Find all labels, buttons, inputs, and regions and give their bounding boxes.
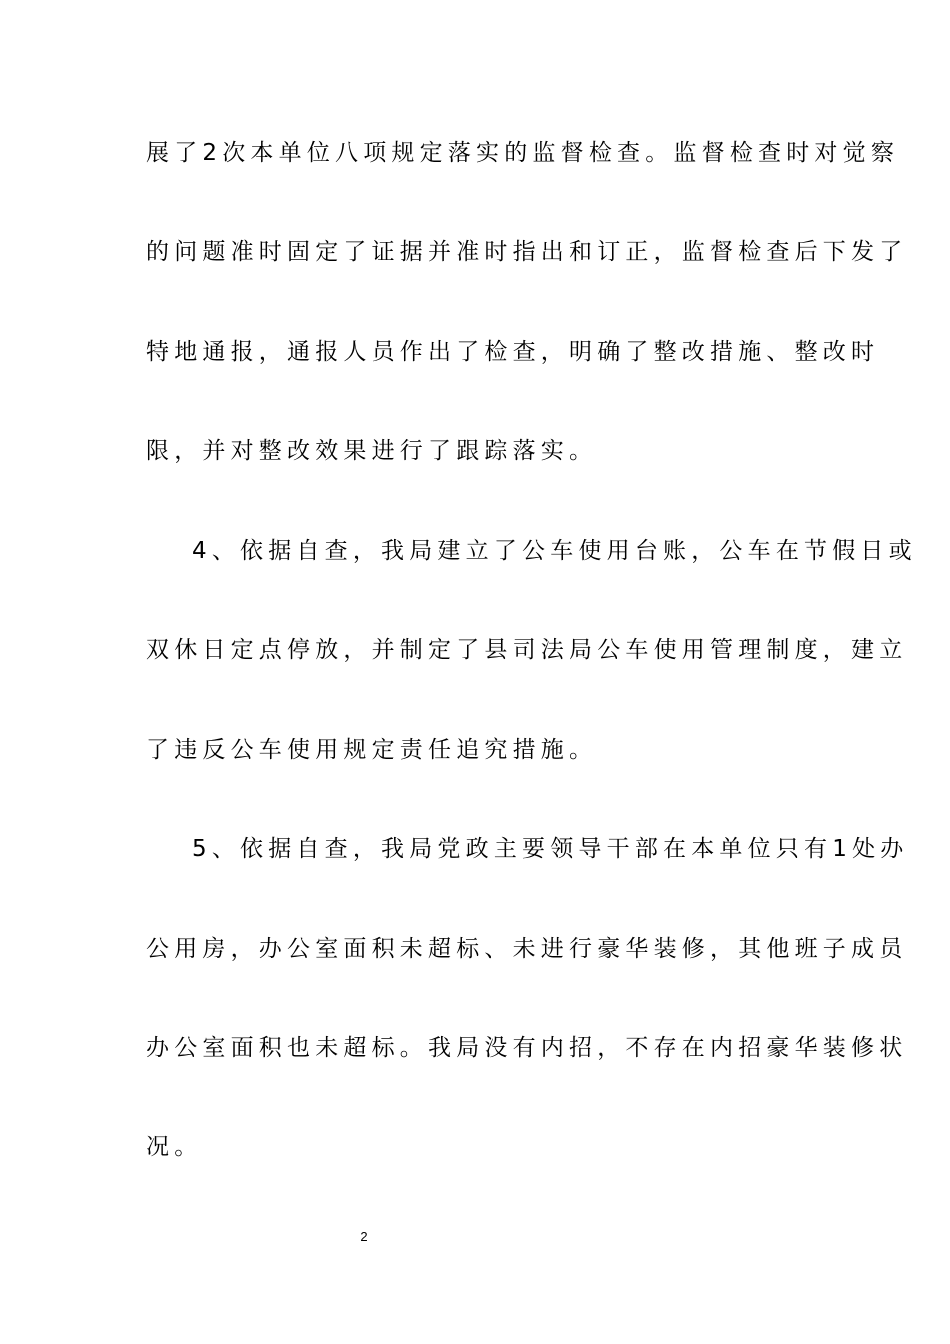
text-line-1: 展了2次本单位八项规定落实的监督检查。监督检查时对觉察 bbox=[146, 140, 900, 166]
text-line-8: 5、依据自查，我局党政主要领导干部在本单位只有1处办 bbox=[192, 836, 909, 862]
text-line-11: 况。 bbox=[146, 1134, 203, 1160]
text-line-2: 的问题准时固定了证据并准时指出和订正，监督检查后下发了 bbox=[146, 239, 908, 265]
text-line-4: 限，并对整改效果进行了跟踪落实。 bbox=[146, 438, 598, 464]
text-line-3: 特地通报，通报人员作出了检查，明确了整改措施、整改时 bbox=[146, 339, 880, 365]
text-line-7: 了违反公车使用规定责任追究措施。 bbox=[146, 737, 598, 763]
text-line-6: 双休日定点停放，并制定了县司法局公车使用管理制度，建立 bbox=[146, 637, 908, 663]
page-number: 2 bbox=[360, 1229, 368, 1244]
text-line-9: 公用房，办公室面积未超标、未进行豪华装修，其他班子成员 bbox=[146, 936, 908, 962]
text-line-10: 办公室面积也未超标。我局没有内招，不存在内招豪华装修状 bbox=[146, 1035, 908, 1061]
text-line-5: 4、依据自查，我局建立了公车使用台账，公车在节假日或 bbox=[192, 538, 917, 564]
